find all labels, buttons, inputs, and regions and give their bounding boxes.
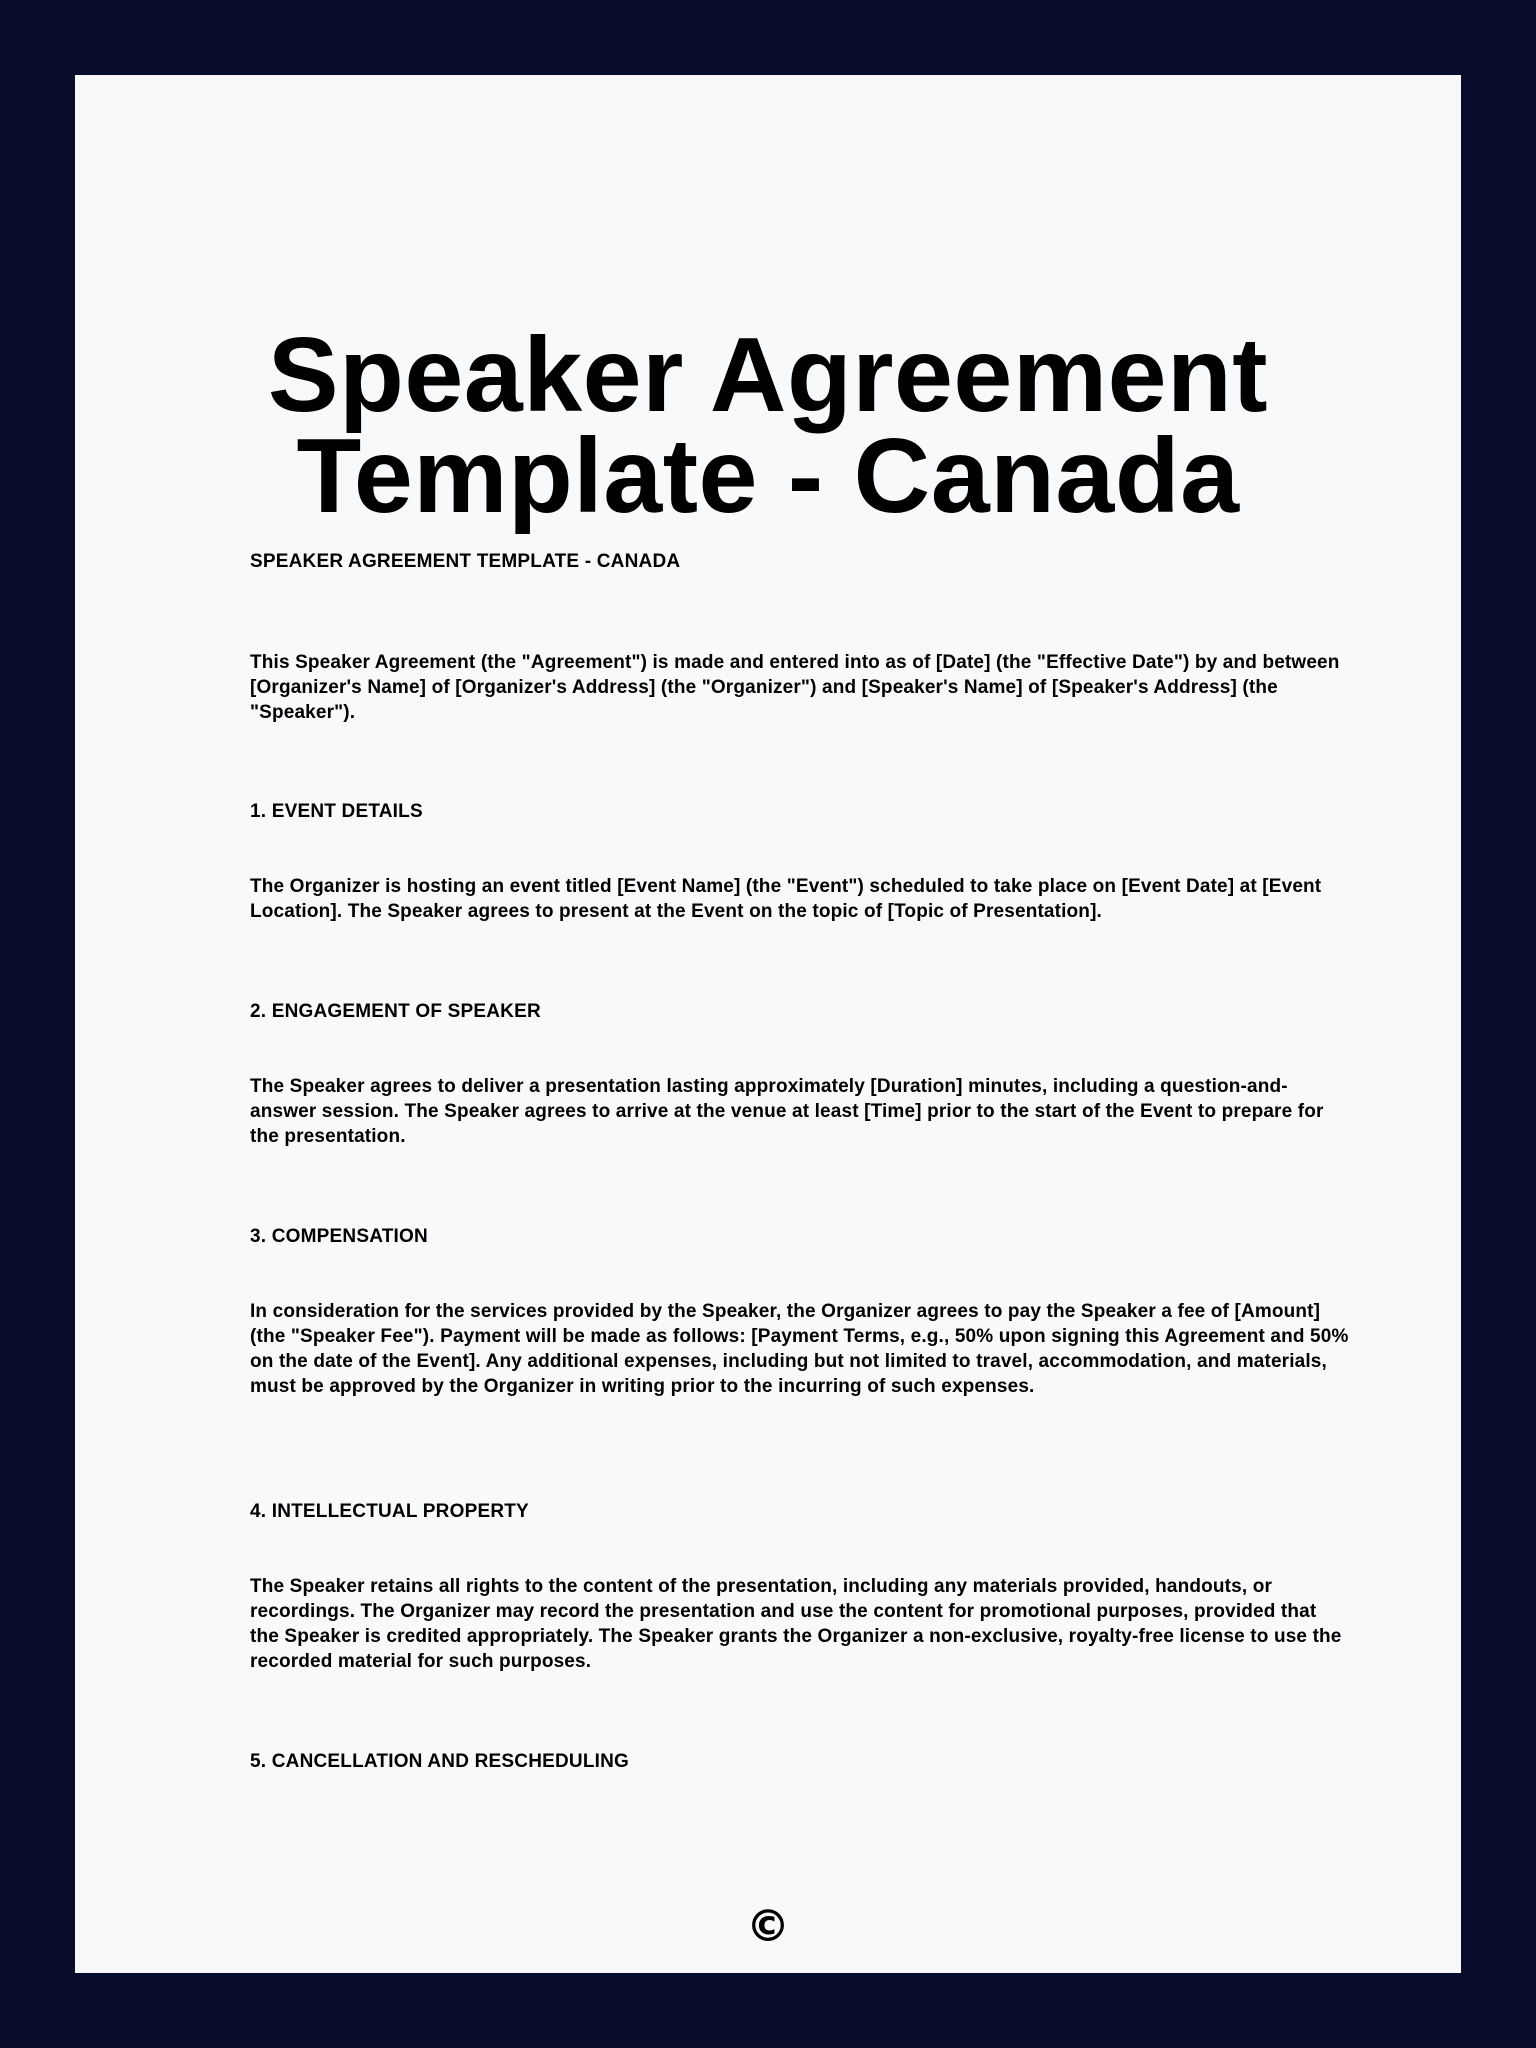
section-heading-compensation: 3. COMPENSATION (250, 1226, 428, 1247)
section-text-compensation: In consideration for the services provided by the Speaker, the Organizer agrees to pay the Speaker a fee of [Amount] (the "Speaker Fee"). Payment will be made as follows: [Payment Terms, e.g., 50% upon signing this Agreement and 50% on the date of the Event]. Any additional expenses, including but not limited to travel, accommodation, and materials, must be approved by the Organizer in writing prior to the incurring of such expenses. (250, 1301, 1349, 1397)
intro-paragraph: This Speaker Agreement (the "Agreement") is made and entered into as of [Date] (the "Effective Date") by and between [Organizer's Name] of [Organizer's Address] (the "Organizer") and [Speaker's Name] of [Speaker's Address] (the "Speaker"). (250, 652, 1340, 723)
section-heading-engagement: 2. ENGAGEMENT OF SPEAKER (250, 1001, 541, 1022)
section-text-event-details: The Organizer is hosting an event titled [Event Name] (the "Event") scheduled to take place on [Event Date] at [Event Location]. The Speaker agrees to present at the Event on the topic of [Topic of Presentation]. (250, 876, 1322, 922)
section-text-engagement: The Speaker agrees to deliver a presentation lasting approximately [Duration] minutes, including a question-and-answer session. The Speaker agrees to arrive at the venue at least [Time] prior to the start of the Event to prepare for the presentation. (250, 1076, 1324, 1147)
section-heading-cancellation: 5. CANCELLATION AND RESCHEDULING (250, 1751, 630, 1772)
section-heading-intellectual-property: 4. INTELLECTUAL PROPERTY (250, 1501, 529, 1522)
section-text-intellectual-property: The Speaker retains all rights to the content of the presentation, including any materials provided, handouts, or recordings. The Organizer may record the presentation and use the content for promotional purposes, provided that the Speaker is credited appropriately. The Speaker grants the Organizer a non-exclusive, royalty-free license to use the recorded material for such purposes. (250, 1576, 1342, 1672)
document-title (75, 316, 1461, 535)
copyright-icon: © (746, 1901, 790, 1952)
title-line-1: Speaker Agreement (267, 316, 1269, 434)
doc-heading: SPEAKER AGREEMENT TEMPLATE - CANADA (250, 551, 681, 572)
section-heading-event-details: 1. EVENT DETAILS (250, 801, 423, 822)
document-page (75, 75, 1461, 1973)
title-line-2: Template - Canada (296, 417, 1240, 535)
